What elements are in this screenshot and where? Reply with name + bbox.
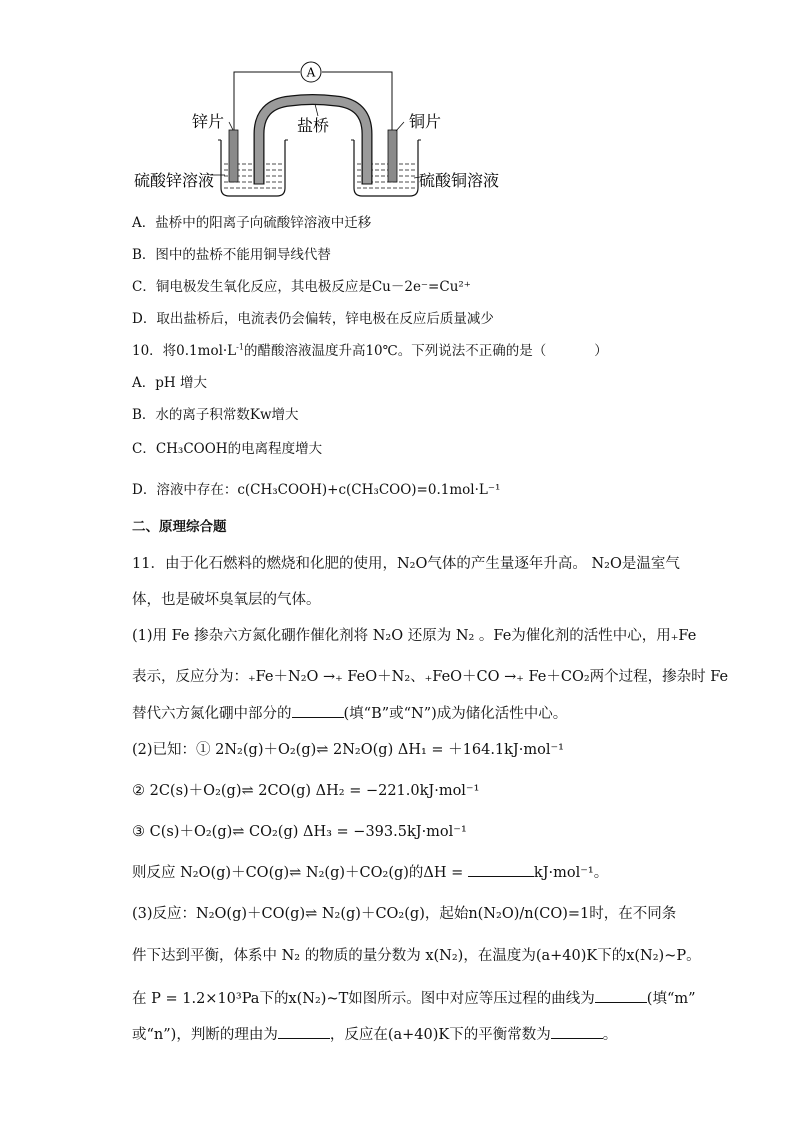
q11-part1-line1: (1)用 Fe 掺杂六方氮化硼作催化剂将 N₂O 还原为 N₂ 。Fe为催化剂的活性中心，用₊Fe	[132, 628, 697, 644]
q11-part1-line3: 替代六方氮化硼中部分的 (填“B”或“N”)成为储化活性中心。	[132, 702, 567, 723]
ammeter-label: A	[306, 65, 316, 80]
q11-part3-line2: 件下达到平衡，体系中 N₂ 的物质的量分数为 x(N₂)，在温度为(a+40)K下的x(N₂)~P。	[132, 948, 701, 964]
copper-label: 铜片	[409, 112, 442, 131]
answer-blank	[595, 988, 647, 1003]
zinc-electrode	[229, 130, 238, 182]
q10-option-a: A．pH 增大	[132, 375, 207, 391]
q11-intro-line1: 11．由于化石燃料的燃烧和化肥的使用，N₂O气体的产生量逐年升高。 N₂O是温室气	[132, 556, 680, 572]
copper-electrode	[388, 130, 397, 182]
salt-bridge	[259, 100, 367, 185]
copper-solution-label: 硫酸铜溶液	[419, 171, 500, 190]
q9-option-b: B．图中的盐桥不能用铜导线代替	[132, 247, 331, 263]
zinc-solution-label: 硫酸锌溶液	[134, 171, 215, 190]
q11-part3-line1: (3)反应：N₂O(g)＋CO(g)⇌ N₂(g)＋CO₂(g)，起始n(N₂O)/n(CO)=1时，在不同条	[132, 906, 677, 922]
q10-option-b: B．水的离子积常数Kw增大	[132, 407, 299, 423]
salt-bridge-label: 盐桥	[297, 116, 330, 135]
q9-option-d: D．取出盐桥后，电流表仍会偏转，锌电极在反应后质量减少	[132, 311, 494, 327]
q11-part3-line3: 在 P = 1.2×10³Pa下的x(N₂)~T如图所示。图中对应等压过程的曲线为 (填“m”	[132, 987, 696, 1008]
left-beaker	[218, 140, 288, 196]
answer-blank	[292, 703, 344, 718]
q11-part2-question: 则反应 N₂O(g)＋CO(g)⇌ N₂(g)＋CO₂(g)的ΔH = kJ·mol⁻¹。	[132, 861, 608, 882]
q10-option-d: D．溶液中存在：c(CH₃COOH)+c(CH₃COO)=0.1mol·L⁻¹	[132, 482, 501, 498]
q10-option-c: C．CH₃COOH的电离程度增大	[132, 441, 323, 457]
q11-intro-line2: 体，也是破坏臭氧层的气体。	[132, 592, 321, 608]
answer-blank	[551, 1024, 603, 1039]
zinc-label: 锌片	[192, 112, 225, 131]
q11-part2-eq3: ③ C(s)＋O₂(g)⇌ CO₂(g) ΔH₃ = −393.5kJ·mol⁻¹	[132, 824, 467, 840]
q9-option-c: C．铜电极发生氧化反应，其电极反应是Cu－2e⁻=Cu²⁺	[132, 279, 471, 295]
answer-blank	[468, 862, 534, 877]
q11-part1-line2: 表示，反应分为：₊Fe＋N₂O →₊ FeO＋N₂、₊FeO＋CO →₊ Fe＋CO₂两个过程，掺杂时 Fe	[132, 669, 729, 685]
q9-option-a: A．盐桥中的阳离子向硫酸锌溶液中迁移	[132, 215, 372, 231]
q11-part3-line4: 或“n”)，判断的理由为 ，反应在(a+40)K下的平衡常数为 。	[132, 1023, 617, 1044]
galvanic-cell-diagram	[0, 0, 794, 210]
q10-stem: 10．将$0.1mol\cdot L^{-1}$的醋酸溶液温度升高10℃。下列说法不正确的是（ ）	[132, 342, 608, 359]
answer-blank	[278, 1024, 330, 1039]
section-heading: 二、原理综合题	[132, 519, 227, 535]
q11-part2-eq2: ② 2C(s)＋O₂(g)⇌ 2CO(g) ΔH₂ = −221.0kJ·mol⁻¹	[132, 783, 480, 799]
q11-part2-eq1: (2)已知：① 2N₂(g)＋O₂(g)⇌ 2N₂O(g) ΔH₁ = ＋164.1kJ·mol⁻¹	[132, 742, 564, 758]
